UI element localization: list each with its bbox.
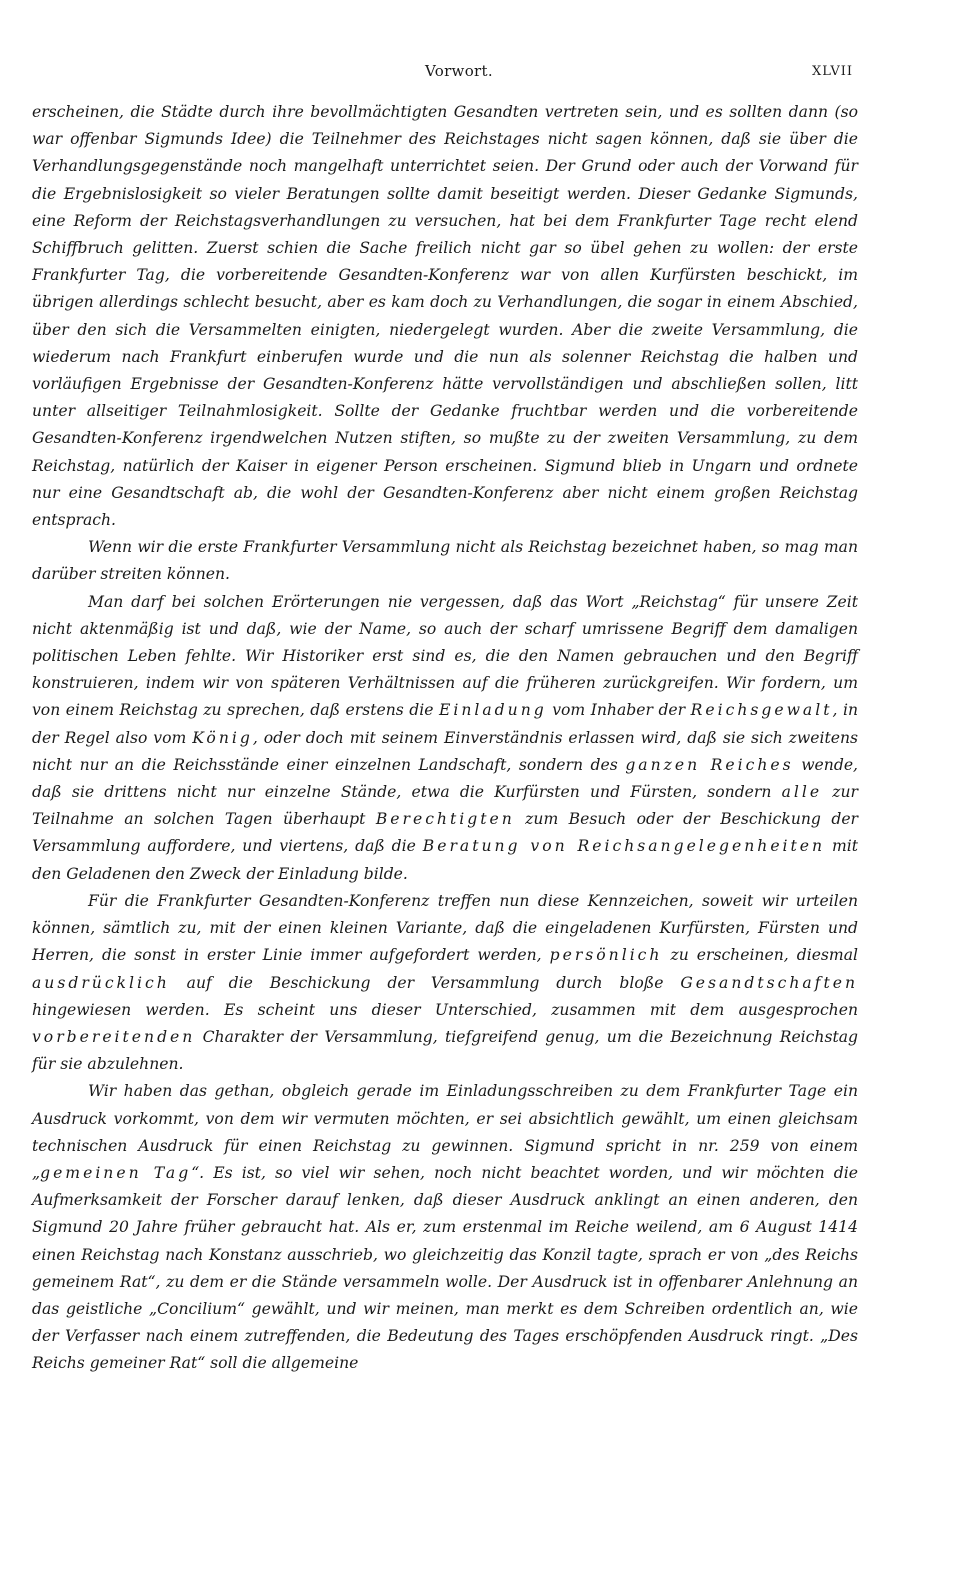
- text-run: zum Besuch oder der Beschickung der Versammlung auffordere, und viertens, daß die: [32, 810, 859, 856]
- body-text: [32, 99, 858, 1378]
- paragraph: [32, 888, 858, 1078]
- text-run: hingewiesen werden. Es scheint uns dieser Unterschied, zusammen mit dem ausgesprochen: [32, 1000, 858, 1019]
- text-run: Wenn wir die erste Frankfurter Versammlung nicht als Reichstag bezeichnet haben, so mag man darüber streiten können.: [32, 538, 858, 584]
- text-run: wende, daß sie drittens nicht nur einzelne Stände, etwa die Kurfürsten und Fürsten, sondern: [32, 755, 858, 802]
- spaced-emphasis: alle: [781, 783, 823, 802]
- running-title: Vorwort.: [425, 62, 493, 80]
- spaced-emphasis: gemeinen Tag: [40, 1163, 192, 1182]
- text-run: mit den Geladenen den Zweck der Einladung bilde.: [32, 837, 858, 883]
- text-run: auf die Beschickung der Versammlung durch bloße: [169, 973, 681, 992]
- text-run: Wir haben das gethan, obgleich gerade im Einladungsschreiben zu dem Frankfurter Tage ein Ausdruck vorkommt, von dem wir vermuten möchten, er sei absichtlich gewählt, um einen gleichsam technischen Ausdruck für einen Reichstag zu gewinnen. Sigmund spricht in nr. 259 von einem „: [32, 1082, 858, 1182]
- running-head: [0, 62, 960, 86]
- spaced-emphasis: persönlich: [549, 946, 663, 965]
- text-run: “. Es ist, so viel wir sehen, noch nicht beachtet worden, und wir möchten die Aufmerksamkeit der Forscher darauf lenken, daß dieser Ausdruck anklingt an einen anderen, den Sigmund 20 Jahre früher gebraucht hat. Als er, zum erstenmal im Reiche weilend, am 6 August 1414 einen Reichstag nach Konstanz ausschrieb, wo gleichzeitig das Konzil tagte, sprach er von „des Reichs gemeinem Rat“, zu dem er die Stände versammeln wolle. Der Ausdruck ist in offenbarer Anlehnung an das geistliche „Concilium“ gewählt, und wir meinen, man merkt es dem Schreiben ordentlich an, wie der Verfasser nach einem zutreffenden, die Bedeutung des Tages erschöpfenden Ausdruck ringt. „Des Reichs gemeiner Rat“ soll die allgemeine: [32, 1163, 858, 1373]
- spaced-emphasis: Berechtigten: [375, 810, 515, 829]
- paragraph: [32, 534, 858, 588]
- text-run: Man darf bei solchen Erörterungen nie vergessen, daß das Wort „Reichstag“ für unsere Zeit nicht aktenmäßig ist und daß, wie der Name, so auch der scharf umrissene Begriff dem damaligen politischen Leben fehlte. Wir Historiker erst sind es, die den Namen gebrauchen und den Begriff konstruieren, indem wir von späteren Verhältnissen auf die früheren zurückgreifen. Wir fordern, um von einem Reichstag zu sprechen, daß erstens die: [32, 592, 858, 720]
- text-run: zu erscheinen, diesmal: [662, 946, 858, 965]
- spaced-emphasis: Gesandtschaften: [680, 973, 858, 992]
- text-run: , in der Regel also vom: [32, 701, 859, 747]
- text-run: vom Inhaber der: [546, 701, 691, 720]
- text-run: Für die Frankfurter Gesandten-Konferenz treffen nun diese Kennzeichen, soweit wir urteilen können, sämtlich zu, mit der einen kleinen Variante, daß die eingeladenen Kurfürsten, Fürsten und Herren, die sonst in erster Linie immer aufgefordert werden,: [32, 891, 858, 965]
- page-number: XLVII: [812, 64, 854, 79]
- spaced-emphasis: ausdrücklich: [32, 973, 170, 992]
- text-run: , oder doch mit seinem Einverständnis erlassen wird, daß sie sich zweitens nicht nur an die Reichsstände einer einzelnen Landschaft, sondern des: [32, 728, 858, 774]
- spaced-emphasis: vorbereitenden: [32, 1027, 196, 1046]
- text-run: Charakter der Versammlung, tiefgreifend genug, um die Bezeichnung Reichstag für sie abzulehnen.: [32, 1027, 858, 1074]
- paragraph: [32, 1078, 858, 1377]
- spaced-emphasis: Einladung: [438, 701, 547, 720]
- text-run: zur Teilnahme an solchen Tagen überhaupt: [32, 783, 858, 829]
- spaced-emphasis: ganzen Reiches: [625, 755, 794, 774]
- paragraph: [32, 589, 858, 888]
- spaced-emphasis: Beratung von Reichsangelegenheiten: [422, 837, 826, 856]
- spaced-emphasis: König: [192, 728, 253, 747]
- paragraph: [32, 99, 858, 534]
- spaced-emphasis: Reichsgewalt: [690, 701, 833, 720]
- text-run: erscheinen, die Städte durch ihre bevollmächtigten Gesandten vertreten sein, und es sollten dann (so war offenbar Sigmunds Idee) die Teilnehmer des Reichstages nicht sagen können, daß sie über die Verhandlungsgegenstände noch mangelhaft unterrichtet seien. Der Grund oder auch der Vorwand für die Ergebnislosigkeit so vieler Beratungen sollte damit beseitigt werden. Dieser Gedanke Sigmunds, eine Reform der Reichstagsverhandlungen zu versuchen, hat bei dem Frankfurter Tage recht elend Schiffbruch gelitten. Zuerst schien die Sache freilich nicht gar so übel gehen zu wollen: der erste Frankfurter Tag, die vorbereitende Gesandten-Konferenz war von allen Kurfürsten beschickt, im übrigen allerdings schlecht besucht, aber es kam doch zu Verhandlungen, die sogar in einem Abschied, über den sich die Versammelten einigten, niedergelegt wurden. Aber die zweite Versammlung, die wiederum nach Frankfurt einberufen wurde und die nun als solenner Reichstag die halben und vorläufigen Ergebnisse der Gesandten-Konferenz hätte vervollständigen und abschließen sollen, litt unter allseitiger Teilnahmlosigkeit. Sollte der Gedanke fruchtbar werden und die vorbereitende Gesandten-Konferenz irgendwelchen Nutzen stiften, so mußte zu der zweiten Versammlung, zu dem Reichstag, natürlich der Kaiser in eigener Person erscheinen. Sigmund blieb in Ungarn und ordnete nur eine Gesandtschaft ab, die wohl der Gesandten-Konferenz aber nicht einem großen Reichstag entsprach.: [32, 103, 858, 530]
